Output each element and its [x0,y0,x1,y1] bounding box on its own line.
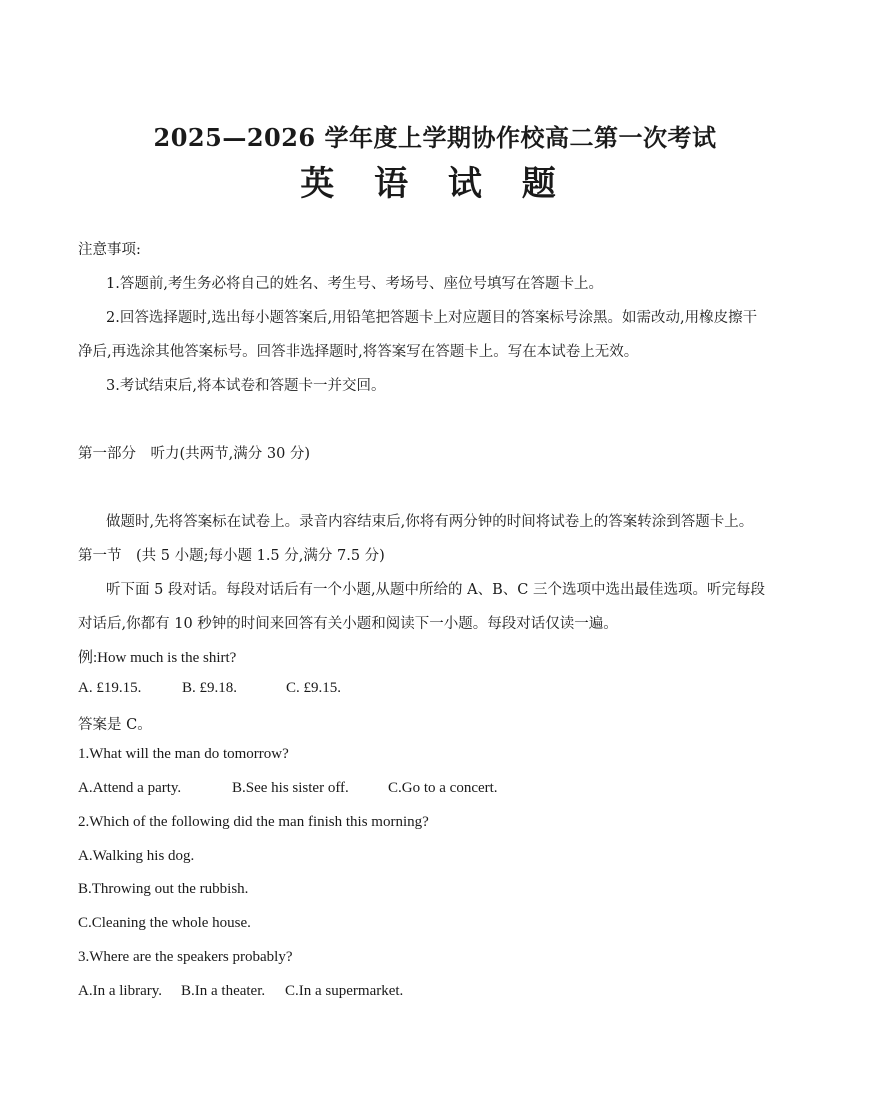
example-option-a: A. £19.15. [78,680,142,696]
question-2-option-b: B.Throwing out the rubbish. [78,881,249,897]
section1-instruction-line2: 对话后,你都有 10 秒钟的时间来回答有关小题和阅读下一小题。每段对话仅读一遍。 [78,616,618,632]
notice-item-3: 3.考试结束后,将本试卷和答题卡一并交回。 [106,378,386,394]
question-2-option-a: A.Walking his dog. [78,848,195,864]
example-question: 例:How much is the shirt? [78,650,237,666]
notice-item-1: 1.答题前,考生务必将自己的姓名、考生号、考场号、座位号填写在答题卡上。 [106,276,603,292]
question-3-option-c: C.In a supermarket. [285,983,404,999]
example-answer: 答案是 C。 [78,717,152,733]
example-option-b: B. £9.18. [182,680,238,696]
example-option-c: C. £9.15. [286,680,342,696]
exam-subject: 英 语 试 题 [300,164,570,204]
question-1-option-b: B.See his sister off. [232,780,349,796]
question-3-option-b: B.In a theater. [181,983,266,999]
question-1-option-c: C.Go to a concert. [388,780,498,796]
part1-instruction: 做题时,先将答案标在试卷上。录音内容结束后,你将有两分钟的时间将试卷上的答案转涂到答题卡上。 [106,514,754,530]
question-3-option-a: A.In a library. [78,983,162,999]
question-2-text: 2.Which of the following did the man finish this morning? [78,814,429,830]
section1-heading: 第一节 (共 5 小题;每小题 1.5 分,满分 7.5 分) [78,548,385,564]
notice-item-2-line2: 净后,再选涂其他答案标号。回答非选择题时,将答案写在答题卡上。写在本试卷上无效。 [78,344,639,360]
question-3-options [78,983,403,1000]
question-1-text: 1.What will the man do tomorrow? [78,746,289,762]
part1-heading: 第一部分 听力(共两节,满分 30 分) [78,446,311,462]
notice-item-2-line1: 2.回答选择题时,选出每小题答案后,用铅笔把答题卡上对应题目的答案标号涂黑。如需改动,用橡皮擦干 [106,310,758,326]
example-options [78,680,341,697]
section1-instruction-line1: 听下面 5 段对话。每段对话后有一个小题,从题中所给的 A、B、C 三个选项中选出最佳选项。听完每段 [106,582,765,598]
question-1-option-a: A.Attend a party. [78,780,182,796]
notice-title: 注意事项: [78,242,141,258]
question-3-text: 3.Where are the speakers probably? [78,949,293,965]
question-2-option-c: C.Cleaning the whole house. [78,915,251,931]
question-1-options [78,780,498,797]
exam-title: 2025—2026 学年度上学期协作校高二第一次考试 [153,123,717,152]
